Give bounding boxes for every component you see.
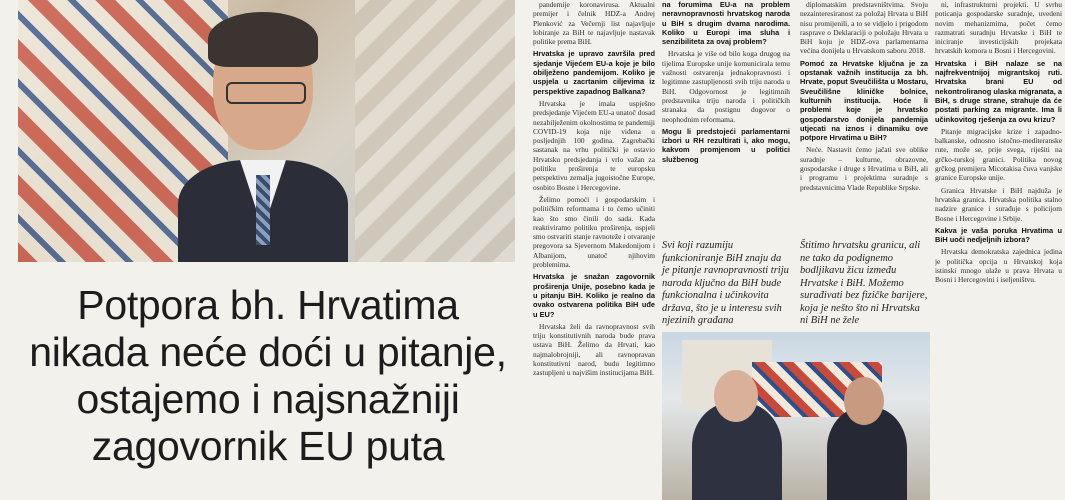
- interview-question: Kakva je vaša poruka Hrvatima u BiH uoči nedjeljnih izbora?: [935, 225, 1062, 245]
- main-portrait-photo: [18, 0, 515, 262]
- man-right-face: [844, 377, 884, 425]
- tie: [256, 175, 270, 245]
- headline: [18, 282, 518, 470]
- paragraph: Neće. Nastavit ćemo jačati sve oblike suradnje – kulturne, obrazovne, gospodarske i druge s Hrvatima u BiH, ali i programu i projektima suradnje s predstavnicima Vlade Republike Srpske.: [800, 145, 928, 192]
- paragraph: Pitanje migracijske krize i zapadno-balkanske, odnosno istočno-mediteranske rute, može se, prije svega, riješiti na grčko-turskoj granici. Politika novog grčkog premijera Micotakisa čuva vanjske granice Europske unije.: [935, 126, 1062, 183]
- paragraph: Granica Hrvatske i BiH najduža je hrvatska granica. Hrvatska politika stalno nadzire granice i surađuje s policijom Bosne i Hercegovine i Srbije.: [935, 185, 1062, 223]
- glasses: [226, 82, 306, 104]
- headline-line: ostajemo i najsnažniji: [76, 376, 460, 422]
- paragraph: Hrvatska demokratska zajednica jedina je politička opcija u Hrvatskoj koja istinski mnogo ulaže u prava Hrvata u Bosni i Hercegovini i iseljeništvu.: [935, 247, 1062, 285]
- interview-question: Mogu li predstojeći parlamentarni izbori u RH rezultirati i, ako mogu, kakvom promjenom u politici službenog: [662, 126, 790, 164]
- interview-question: Hrvatska je snažan zagovornik proširenja Unije, posebno kada je u pitanju BiH. Koliko je realno da ovako ostvarena politika BiH uđe u EU?: [533, 272, 655, 319]
- paragraph: Hrvatska je više od bilo koga drugog na tijelima Europske unije komunicirala temu važnosti ostvarenja jednakopravnosti i legitimne zastupljenosti svih triju naroda u BiH. Odgovornost je legitimnih predstavnika triju naroda i političkih stranaka da postignu dogovor o neophodnim reformama.: [662, 49, 790, 124]
- paragraph: Hrvatska je imala uspješno predsjedanje Vijećem EU-a unatoč dosad nezabilježenim okolnostima te pandemiji COVID-19 koja nije viđena u posljednjih 100 godina. Zagrebački sastanak na vrhu politički je ostavio Hrvatsku predsjedanja i vrlo važan za politiku proširenja te europsku perspektivu zemalja jugoistočne Europe, osobito Bosne i Hercegovine.: [533, 98, 655, 192]
- article-column-3: [800, 0, 928, 230]
- article-column-2: [662, 0, 790, 230]
- interview-question: Hrvatska je upravo završila pred sjedanje Vijećem EU-a koje je bilo obilježeno pandemijom. Koliko je uspjela u zacrtanim ciljevima iz perspektive zapadnog Balkana?: [533, 49, 655, 96]
- paragraph: Želimo pomoći i gospodarskim i političkim reformama i to ćemo učiniti kao što smo činili do sada. Kada reaktiviramo politiku proširenja, uspjeli smo ostvariti stanje ravnoteže i otvaranje pregovora sa Sjevernom Makedonijom i Albanijom, unatoč njihovim problemima.: [533, 194, 655, 270]
- man-left-face: [714, 370, 758, 422]
- article-column-4: [935, 0, 1062, 500]
- portrait-person: [178, 10, 348, 262]
- paragraph: diplomatskim predstavništvima. Svoju nezainteresiranost za položaj Hrvata u BiH nisu promijenili, a to se vidjelo i prigodom rasprave o Deklaraciji o položaju Hrvata u BiH koju je HDZ-ova parlamentarna većina donijela u Hrvatskom saboru 2018.: [800, 0, 928, 56]
- interview-question: na forumima EU-a na problem neravnopravnosti hrvatskog naroda u BiH s drugim dvama narodima. Koliko u Europi ima sluha i senzibiliteta za ovaj problem?: [662, 0, 790, 47]
- headline-line: zagovornik EU puta: [91, 423, 445, 469]
- interview-question: Hrvatska i BiH nalaze se na najfrekventnijoj migrantskoj ruti. Hrvatska brani EU od nekontroliranog ulaska migranata, a BiH, s druge strane, strahuje da će postati parking za migrante. Ima li učinkovitog rješenja za ovu krizu?: [935, 58, 1062, 124]
- paragraph: ni, infrastrukturni projekti. U svrhu poticanja gospodarske suradnje, uvedeni novim mehanizmima, počet ćemo razmatrati suradnju Hrvatske i BiH te iniciranje investicijskih projekata hrvatskih komora u Bosni i Hercegovini.: [935, 0, 1062, 56]
- headline-line: nikada neće doći u pitanje,: [29, 329, 507, 375]
- pullquote-right: Štitimo hrvatsku granicu, ali ne tako da podignemo bodljikavu žicu između Hrvatske i BiH. Možemo surađivati bez fizičke barijere, koja je nešto što ni Hrvatska ni BiH ne žele: [800, 240, 928, 326]
- headline-line: Potpora bh. Hrvatima: [77, 282, 459, 328]
- hair: [208, 12, 318, 67]
- secondary-photo: [662, 332, 930, 500]
- pullquote-left: Svi koji razumiju funkcioniranje BiH znaju da je pitanje ravnopravnosti triju naroda ključno da BiH bude funkcionalna i učinkovita država, što je u interesu svih njezinih građana: [662, 240, 789, 326]
- interview-question: Pomoć za Hrvatske ključna je za opstanak važnih institucija za bh. Hrvate, poput Sveučilišta u Mostaru, Sveučilišne kliničke bolnice, kulturnih institucija. Hoće li problemi koje je hrvatsko gospodarstvo donijela pandemija utjecati na iznos i dinamiku ove potpore Hrvatima u BiH?: [800, 58, 928, 143]
- paragraph: pandemije koronavirusa. Aktualni premijer i čelnik HDZ-a Andrej Plenković za Večernji list najavljuje lobiranje za BiH te najavljuje nastavak politike prema BiH.: [533, 0, 655, 47]
- article-column-1: [533, 0, 655, 500]
- paragraph: Hrvatska želi da ravnopravnost svih triju konstitutivnih naroda bude prava ustava BiH. Želimo da Hrvati, kao najmalobrojniji, ali ravnopravan konstitutivni narod, budu legitimno zastupljeni u najvišim institucijama BiH.: [533, 321, 655, 378]
- building-background: [355, 0, 515, 262]
